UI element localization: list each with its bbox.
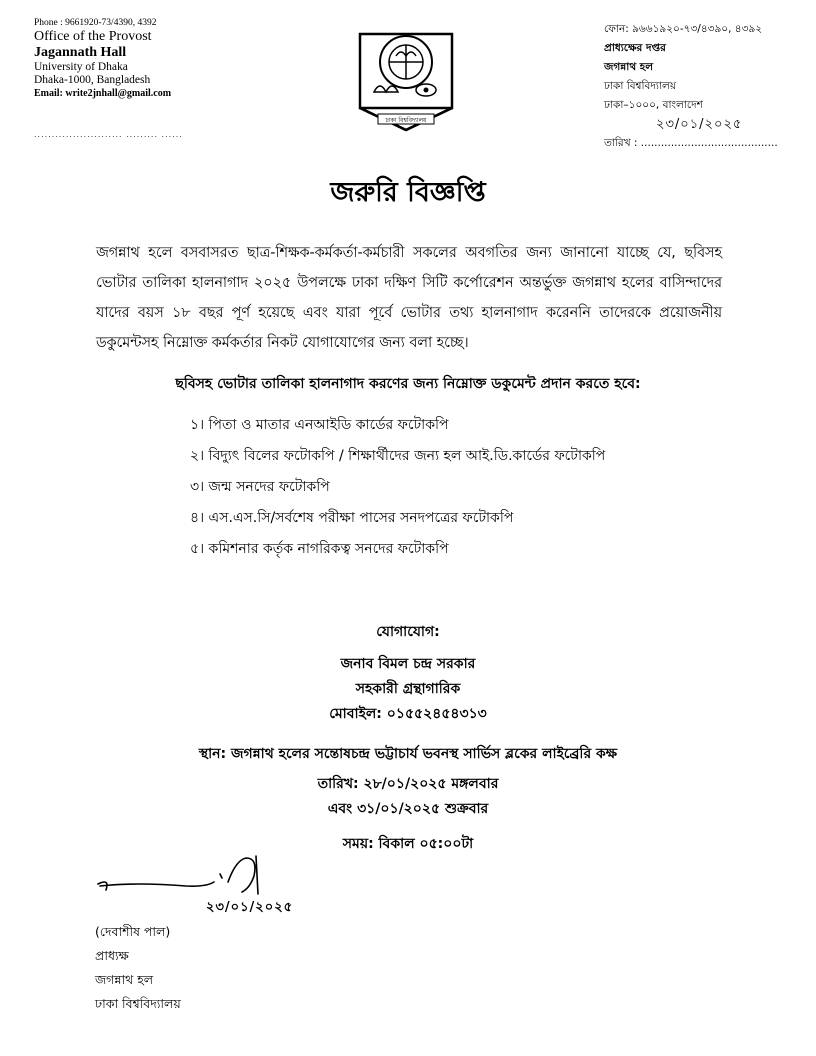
address-en: Dhaka-1000, Bangladesh bbox=[34, 74, 151, 87]
phone-bn: ফোন: ৯৬৬১৯২০-৭৩/৪৩৯০, ৪৩৯২ bbox=[604, 23, 763, 35]
letterhead-bengali bbox=[604, 20, 804, 153]
venue-time: সময়: বিকাল ০৫:০০টা bbox=[342, 836, 474, 852]
office-en: Office of the Provost bbox=[34, 28, 152, 44]
signature bbox=[96, 852, 276, 902]
signatory-block bbox=[95, 920, 181, 1016]
contact-mobile: মোবাইল: ০১৫৫২৪৫৪৩১৩ bbox=[329, 706, 487, 722]
list-item: ১। পিতা ও মাতার এনআইডি কার্ডের ফটোকপি bbox=[190, 417, 449, 433]
notice-title: জরুরি বিজ্ঞপ্তি bbox=[330, 177, 486, 208]
signatory-hall: জগন্নাথ হল bbox=[95, 972, 154, 987]
list-item: ২। বিদ্যুৎ বিলের ফটোকপি / শিক্ষার্থীদের জন্য হল আই.ডি.কার্ডের ফটোকপি bbox=[190, 448, 606, 464]
reference-line: ......................... ......... ...... bbox=[34, 130, 183, 139]
university-en: University of Dhaka bbox=[34, 61, 128, 74]
letterhead-english bbox=[34, 18, 264, 99]
email-en: Email: write2jnhall@gmail.com bbox=[34, 87, 172, 99]
logo-caption: ঢাকা বিশ্ববিদ্যালয় bbox=[385, 117, 427, 124]
documents-heading: ছবিসহ ভোটার তালিকা হালনাগাদ করণের জন্য নিম্নোক্ত ডকুমেন্ট প্রদান করতে হবে: bbox=[175, 376, 641, 392]
issue-date: ২৩/০১/২০২৫ bbox=[656, 117, 743, 132]
address-bn: ঢাকা–১০০০, বাংলাদেশ bbox=[604, 99, 703, 111]
hall-bn: জগন্নাথ হল bbox=[604, 61, 654, 73]
signature-date: ২৩/০১/২০২৫ bbox=[206, 900, 294, 915]
hall-en: Jagannath Hall bbox=[34, 45, 127, 61]
signatory-name: (দেবাশীষ পাল) bbox=[95, 924, 171, 939]
list-item: ৩। জন্ম সনদের ফটোকপি bbox=[190, 479, 330, 495]
venue-date-2: এবং ৩১/০১/২০২৫ শুক্রবার bbox=[327, 801, 489, 817]
contact-designation: সহকারী গ্রন্থাগারিক bbox=[355, 681, 461, 697]
university-bn: ঢাকা বিশ্ববিদ্যালয় bbox=[604, 80, 677, 92]
signatory-university: ঢাকা বিশ্ববিদ্যালয় bbox=[95, 996, 181, 1011]
list-item: ৫। কমিশনার কর্তৃক নাগরিকত্ব সনদের ফটোকপি bbox=[190, 541, 449, 557]
venue-place: স্থান: জগন্নাথ হলের সন্তোষচন্দ্র ভট্টাচার্য ভবনস্থ সার্ভিস ব্লকের লাইব্রেরি কক্ষ bbox=[198, 746, 618, 762]
contact-heading: যোগাযোগ: bbox=[376, 624, 440, 640]
notice-body: জগন্নাথ হলে বসবাসরত ছাত্র-শিক্ষক-কর্মকর্তা-কর্মচারী সকলের অবগতির জন্য জানানো যাচ্ছে যে, ছবিসহ ভোটার তালিকা হালনাগাদ ২০২৫ উপলক্ষে ঢাকা দক্ষিণ সিটি কর্পোরেশন অন্তর্ভুক্ত জগন্নাথ হলের বাসিন্দাদের যাদের বয়স ১৮ বছর পূর্ণ হয়েছে এবং যারা পূর্বে ভোটার তথ্য হালনাগাদ করেননি তাদেরকে প্রয়োজনীয় ডকুমেন্টসহ নিম্নোক্ত কর্মকর্তার নিকট যোগাযোগের জন্য বলা হচ্ছে। bbox=[96, 245, 722, 351]
venue-date-1: তারিখ: ২৮/০১/২০২৫ মঙ্গলবার bbox=[317, 776, 499, 792]
contact-name: জনাব বিমল চন্দ্র সরকার bbox=[340, 656, 476, 672]
list-item: ৪। এস.এস.সি/সর্বশেষ পরীক্ষা পাসের সনদপত্রের ফটোকপি bbox=[190, 510, 514, 526]
lotus-icon bbox=[374, 86, 398, 92]
date-label: তারিখ : ......................................... bbox=[604, 137, 778, 149]
office-bn: প্রাধ্যক্ষের দপ্তর bbox=[604, 42, 666, 54]
university-logo bbox=[356, 30, 456, 134]
phone-en: Phone : 9661920-73/4390, 4392 bbox=[34, 18, 157, 28]
documents-list bbox=[190, 410, 790, 565]
signatory-title: প্রাধ্যক্ষ bbox=[95, 948, 129, 963]
